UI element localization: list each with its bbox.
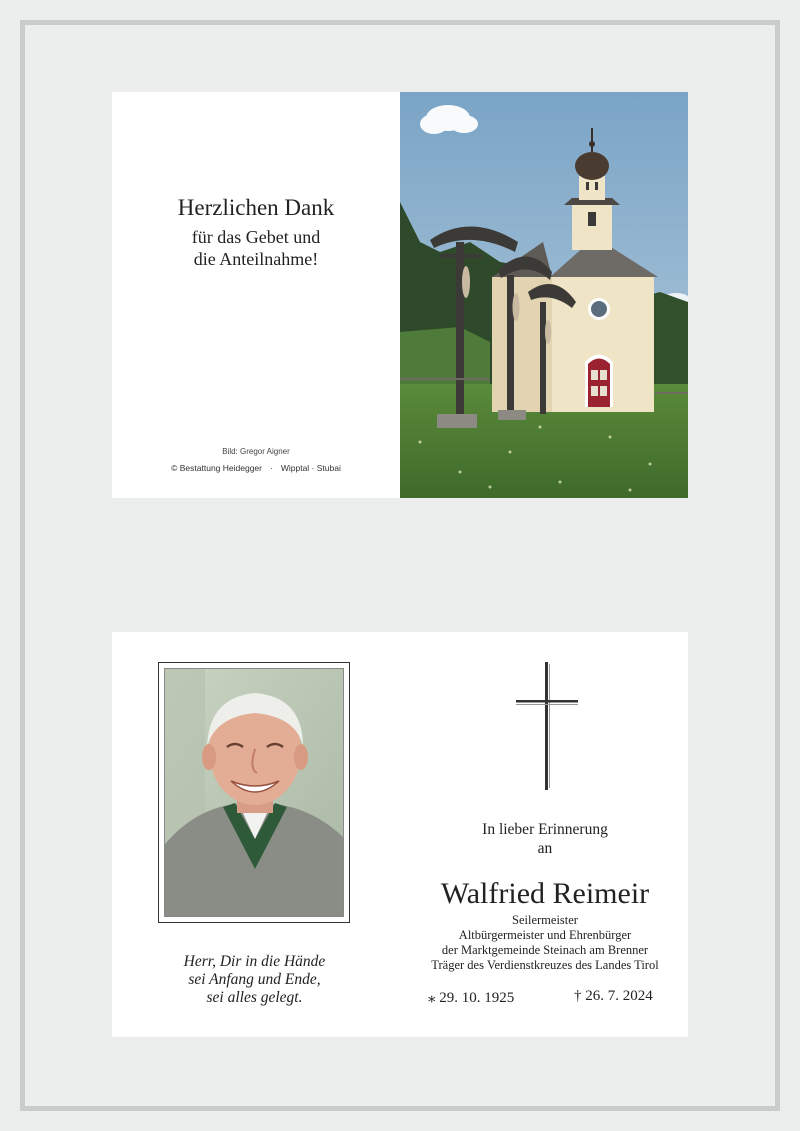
thank-you-card xyxy=(112,92,688,498)
memory-line-1: In lieber Erinnerung xyxy=(482,821,608,838)
title-line-2: Altbürgermeister und Ehrenbürger xyxy=(458,928,632,942)
memory-line-2: an xyxy=(537,840,553,857)
hill-meadow xyxy=(400,327,490,392)
undertaker-region: Wipptal · Stubai xyxy=(280,463,341,473)
prayer-line-1: Herr, Dir in die Hände xyxy=(183,953,326,970)
remembrance-card xyxy=(112,632,688,1037)
undertaker-name: © Bestattung Heidegger xyxy=(171,463,262,473)
deceased-titles xyxy=(402,913,688,973)
portrait-photo xyxy=(164,668,344,917)
prayer-verse xyxy=(142,953,367,1007)
thanks-title: Herzlichen Dank xyxy=(177,195,335,220)
undertaker-credit xyxy=(112,463,400,473)
prayer-line-2: sei Anfang und Ende, xyxy=(188,971,321,988)
portrait-frame xyxy=(158,662,350,923)
thanks-text xyxy=(112,194,400,270)
fence-right xyxy=(655,392,688,394)
thanks-line-1: für das Gebet und xyxy=(191,227,321,247)
birth-date: ⁎ 29. 10. 1925 xyxy=(428,990,515,1006)
death-date: † 26. 7. 2024 xyxy=(574,988,653,1004)
remembrance-heading xyxy=(402,820,688,858)
title-line-1: Seilermeister xyxy=(512,913,578,927)
prayer-line-3: sei alles gelegt. xyxy=(206,989,303,1006)
cross-icon xyxy=(512,662,582,794)
portrait-illustration xyxy=(165,669,344,917)
title-line-4: Träger des Verdienstkreuzes des Landes Tirol xyxy=(431,958,659,972)
chapel-photo xyxy=(400,92,688,498)
thanks-line-2: die Anteilnahme! xyxy=(193,249,319,269)
title-line-3: der Marktgemeinde Steinach am Brenner xyxy=(441,943,649,957)
deceased-name: Walfried Reimeir xyxy=(440,877,650,910)
fence xyxy=(400,378,490,380)
photo-credit: Bild: Gregor Aigner xyxy=(222,447,290,456)
chapel-illustration xyxy=(400,92,688,498)
footer-separator: · xyxy=(270,463,273,473)
